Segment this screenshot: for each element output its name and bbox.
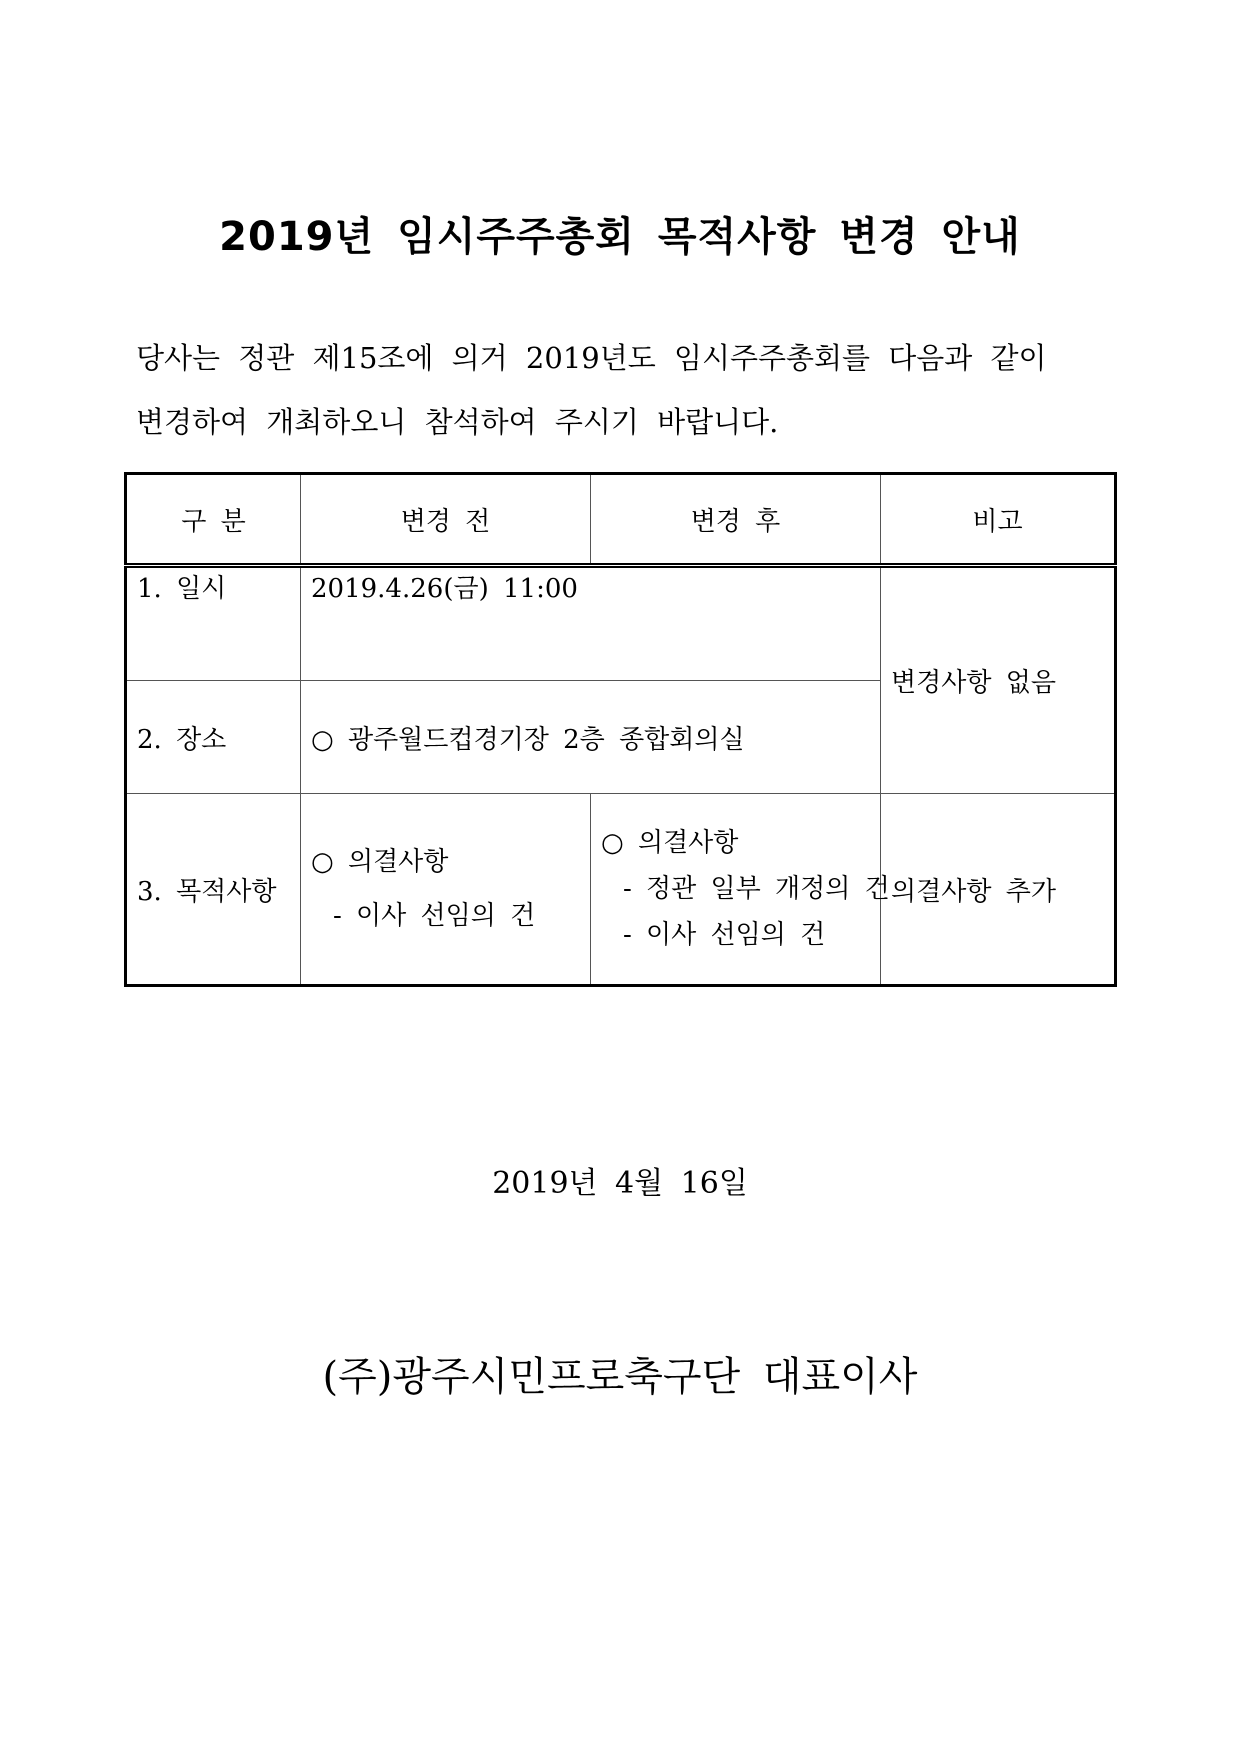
category-label: 2. 장소 bbox=[137, 724, 227, 755]
purpose-before-cell bbox=[301, 794, 591, 986]
row-category-datetime bbox=[126, 566, 301, 681]
purpose-before-item: - 이사 선임의 건 bbox=[333, 901, 536, 931]
table-row bbox=[126, 794, 1116, 986]
purpose-after-item: ○ 의결사항 bbox=[601, 828, 739, 858]
company-signature: (주)광주시민프로축구단 대표이사 bbox=[322, 1354, 918, 1400]
category-label: 1. 일시 bbox=[137, 573, 227, 604]
location-value: ○ 광주월드컵경기장 2층 종합회의실 bbox=[311, 724, 745, 755]
category-label: 3. 목적사항 bbox=[137, 876, 277, 907]
header-after: 변경 후 bbox=[591, 474, 881, 566]
row-value-datetime bbox=[301, 566, 881, 681]
remark-no-change-text: 변경사항 없음 bbox=[891, 668, 1056, 698]
purpose-after-item: - 이사 선임의 건 bbox=[623, 920, 826, 950]
intro-line-2: 변경하여 개최하오니 참석하여 주시기 바랍니다. bbox=[136, 405, 779, 439]
change-table bbox=[124, 472, 1117, 987]
purpose-after-item: - 정관 일부 개정의 건 bbox=[623, 874, 890, 904]
header-before: 변경 전 bbox=[301, 474, 591, 566]
datetime-value: 2019.4.26(금) 11:00 bbox=[311, 573, 578, 604]
row-value-location bbox=[301, 681, 881, 794]
notice-date: 2019년 4월 16일 bbox=[492, 1166, 748, 1201]
remark-purpose-text: 의결사항 추가 bbox=[891, 876, 1056, 907]
purpose-after-cell bbox=[591, 794, 890, 986]
table-header-row bbox=[126, 474, 1116, 566]
row-category-location bbox=[126, 681, 301, 794]
header-remark: 비고 bbox=[881, 474, 1116, 566]
remark-no-change bbox=[881, 566, 1116, 794]
document-title: 2019년 임시주주총회 목적사항 변경 안내 bbox=[219, 214, 1021, 260]
intro-line-1: 당사는 정관 제15조에 의거 2019년도 임시주주총회를 다음과 같이 bbox=[136, 341, 1047, 375]
remark-purpose bbox=[881, 794, 1116, 986]
purpose-before-item: ○ 의결사항 bbox=[311, 847, 449, 877]
header-category: 구 분 bbox=[126, 474, 301, 566]
row-category-purpose bbox=[126, 794, 301, 986]
table-row bbox=[126, 566, 1116, 681]
